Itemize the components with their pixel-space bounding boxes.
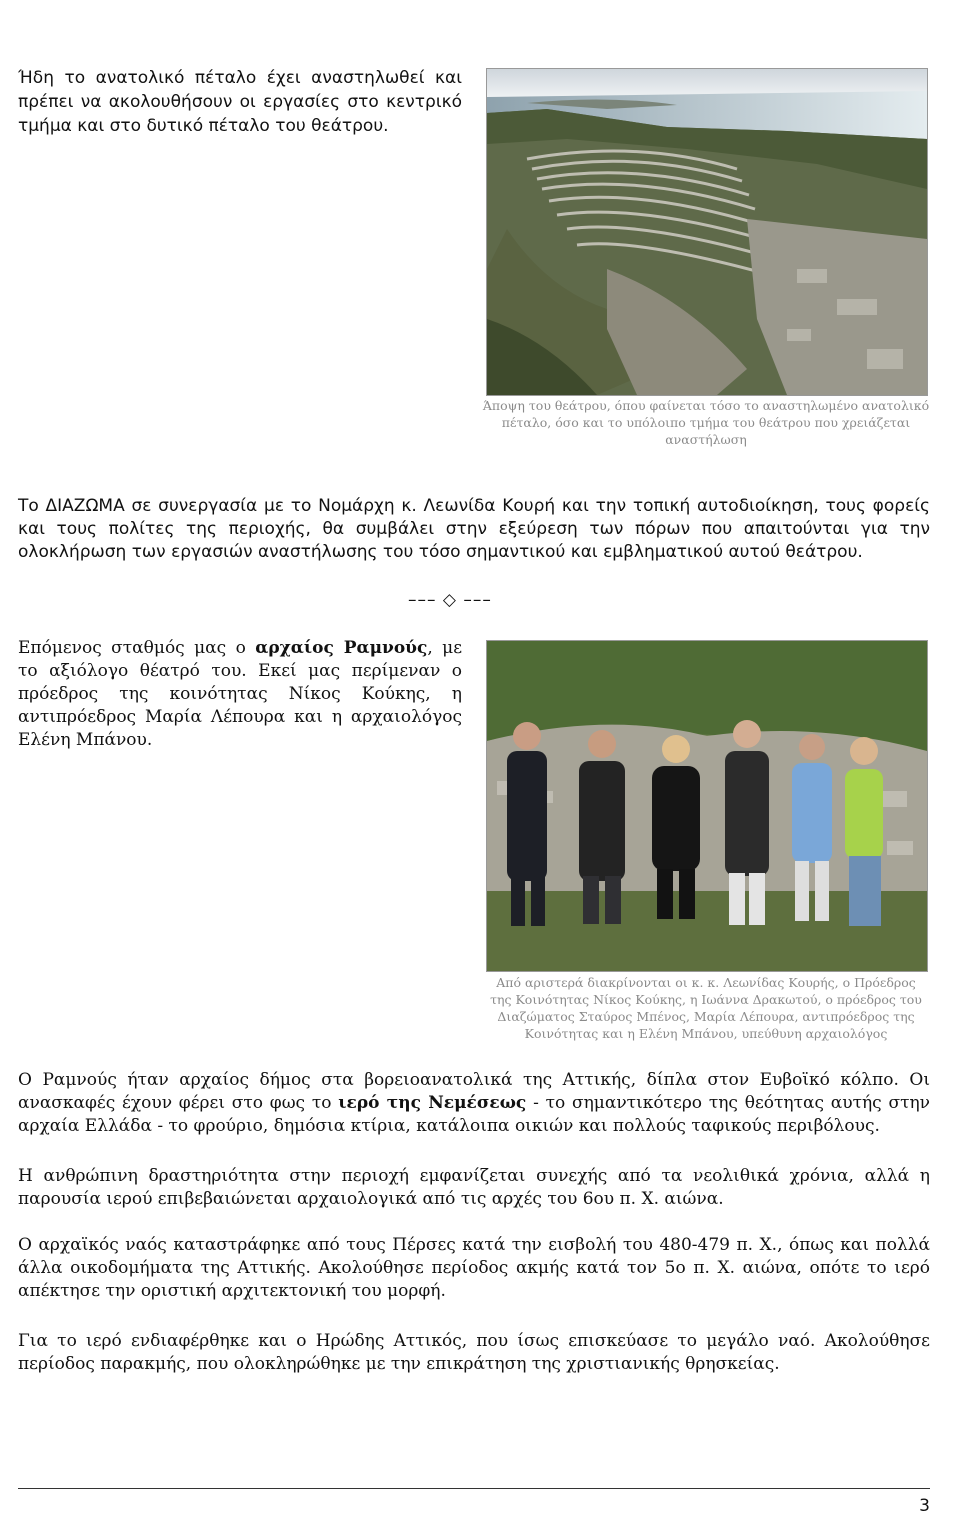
station-paragraph	[18, 637, 462, 752]
archaic-temple-paragraph: Ο αρχαϊκός ναός καταστράφηκε από τους Πέρσες κατά την εισβολή του 480-479 π. Χ., όπως και πολλά άλλα οικοδομήματα της Αττικής. Ακολούθησε περίοδος ακμής κατά τον 5ο π. Χ. αιώνα, οπότε το ιερό απέκτησε την οριστική αρχιτεκτονική του μορφή.	[18, 1235, 930, 1301]
theatre-photo-caption: Άποψη του θεάτρου, όπου φαίνεται τόσο το αναστηλωμένο ανατολικό πέταλο, όσο και το υπόλοιπο τμήμα του θεάτρου που χρειάζεται αναστήλωση	[482, 398, 930, 447]
page-number: 3	[919, 1496, 930, 1516]
rhamnous-paragraph	[18, 1069, 930, 1138]
herodes-paragraph: Για το ιερό ενδιαφέρθηκε και ο Ηρώδης Αττικός, που ίσως επισκεύασε το μεγάλο ναό. Ακολούθησε περίοδος παρακμής, που ολοκληρώθηκε με την επικράτηση της χριστιανικής θρησκείας.	[18, 1331, 930, 1374]
station-text-bold: αρχαίος Ραμνούς	[255, 638, 428, 658]
station-text-before: Επόμενος σταθμός μας ο	[18, 638, 256, 658]
rhamnous-text-bold: ιερό της Νεμέσεως	[338, 1093, 527, 1113]
station-text-after: , με το αξιόλογο θέατρό του. Εκεί μας περίμεναν ο πρόεδρος της κοινότητας Νίκος Κούκης, η αντιπρόεδρος Μαρία Λέπουρα και η αρχαιολόγος Ελένη Μπάνου.	[18, 638, 462, 750]
rhamnous-text-after: - το σημαντικότερο της θεότητας αυτής στην αρχαία Ελλάδα - το φρούριο, δημόσια κτίρια, κατάλοιπα οικιών και πολλούς ταφικούς περιβόλους.	[18, 1093, 931, 1136]
activity-paragraph: Η ανθρώπινη δραστηριότητα στην περιοχή εμφανίζεται συνεχής από τα νεολιθικά χρόνια, αλλά η παρουσία ιερού επιβεβαιώνεται αρχαιολογικά από τις αρχές του 6ου π. Χ. αιώνα.	[18, 1166, 930, 1209]
rhamnous-text-before: Ο Ραμνούς ήταν αρχαίος δήμος στα βορειοανατολικά της Αττικής, δίπλα στον Ευβοϊκό κόλπο. Οι ανασκαφές έχουν φέρει στο φως το	[18, 1070, 930, 1113]
theatre-photo	[486, 68, 928, 396]
footer-rule	[18, 1488, 930, 1489]
group-photo	[486, 640, 928, 972]
section-separator: ––– ◇ –––	[408, 590, 492, 610]
group-photo-caption: Από αριστερά διακρίνονται οι κ. κ. Λεωνίδας Κουρής, ο Πρόεδρος της Κοινότητας Νίκος Κούκης, η Ιωάννα Δρακωτού, ο πρόεδρος του Διαζώματος Σταύρος Μπένος, Μαρία Λέπουρα, αντιπρόεδρος της Κοινότητας και η Ελένη Μπάνου, υπεύθυνη αρχαιολόγος	[490, 975, 922, 1041]
intro-paragraph: Ήδη το ανατολικό πέταλο έχει αναστηλωθεί και πρέπει να ακολουθήσουν οι εργασίες στο κεντρικό τμήμα και στο δυτικό πέταλο του θεάτρου.	[18, 68, 462, 136]
diazoma-paragraph: Το ΔΙΑΖΩΜΑ σε συνεργασία με το Νομάρχη κ. Λεωνίδα Κουρή και την τοπική αυτοδιοίκηση, τους φορείς και τους πολίτες της περιοχής, θα συμβάλει στην εξεύρεση των πόρων που απαιτούνται για την ολοκλήρωση των εργασιών αναστήλωσης του τόσο σημαντικού και εμβληματικού αυτού θεάτρου.	[18, 496, 930, 562]
